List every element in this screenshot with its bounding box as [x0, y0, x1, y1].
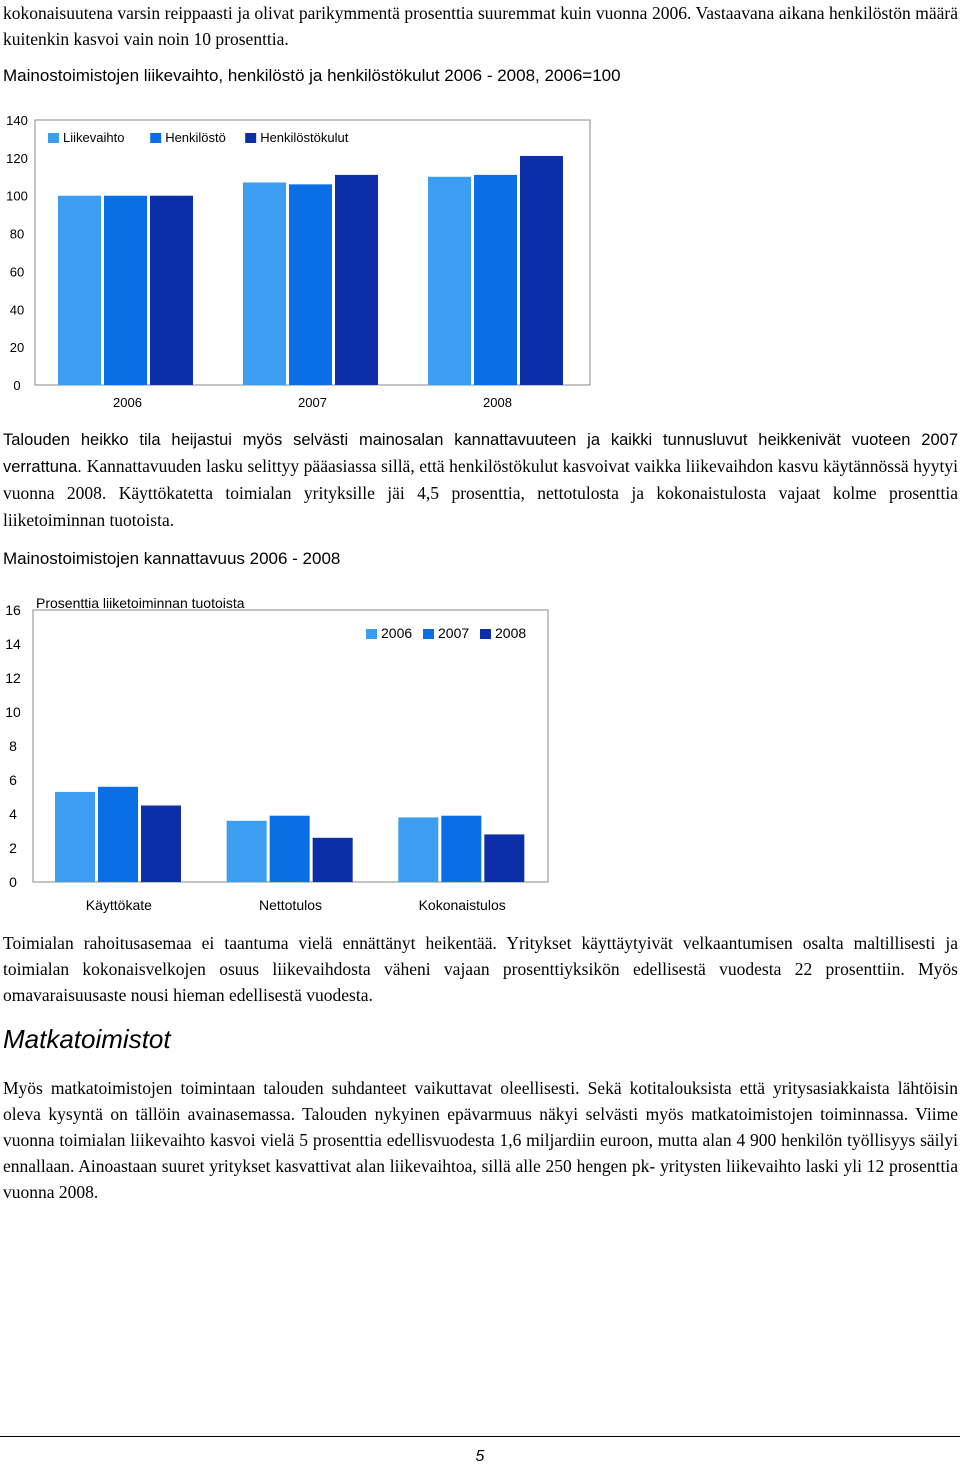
- bar: [289, 184, 332, 385]
- y-tick-label: 80: [9, 226, 25, 242]
- legend-label: 2006: [381, 625, 413, 641]
- bar: [150, 196, 193, 385]
- bar: [335, 175, 378, 385]
- chart1-heading: Mainostoimistojen liikevaihto, henkilöstö ja henkilöstökulut 2006 - 2008, 2006=100: [3, 66, 621, 85]
- y-tick-label: 120: [6, 150, 28, 166]
- x-category-label: 2008: [483, 395, 512, 410]
- legend-label: Henkilöstökulut: [260, 130, 349, 145]
- bar: [270, 816, 310, 882]
- paragraph-profitability-a: Talouden heikko tila heijastui myös selvästi mainosalan kannattavuuteen ja kaikki tunnusluvut heikkenivät vuoteen 2007 verrattuna.: [3, 431, 958, 476]
- y-tick-label: 16: [5, 602, 21, 618]
- bar: [441, 816, 481, 882]
- bar: [104, 196, 147, 385]
- x-category-label: 2006: [113, 395, 142, 410]
- x-category-label: Nettotulos: [258, 897, 323, 913]
- bar: [484, 834, 524, 882]
- chart-index-bar: [0, 108, 600, 413]
- legend-swatch: [150, 133, 161, 143]
- y-tick-label: 0: [13, 378, 21, 393]
- paragraph-profitability-b: Kannattavuuden lasku selittyy pääasiassa sillä, että henkilöstökulut kasvoivat vaikka liikevaihdon kasvu käytännössä hyytyi vuonna 2008. Käyttökatetta toimialan yrityksille jäi 4,5 prosenttia, nettotulosta ja kokonaistulosta vajaat kolme prosenttia liiketoiminnan tuotoista.: [3, 456, 958, 530]
- y-tick-label: 40: [9, 302, 25, 318]
- chart-title: Prosenttia liiketoiminnan tuotoista: [36, 595, 245, 611]
- bar: [243, 182, 286, 385]
- bar: [520, 156, 563, 385]
- x-category-label: Kokonaistulos: [418, 897, 506, 913]
- x-category-label: Käyttökate: [85, 897, 152, 913]
- legend-label: 2008: [495, 625, 527, 641]
- paragraph-travel-agencies: Myös matkatoimistojen toimintaan talouden suhdanteet vaikuttavat oleellisesti. Sekä kotitalouksista että yritysasiakkaista lähtöisin oleva kysyntä on tällöin avainasemassa. Talouden nykyinen epävarmuus näkyi selvästi myös matkatoimistojen toiminnassa. Viime vuonna toimialan liikevaihto kasvoi vielä 5 prosenttia edellisvuodesta 1,6 miljardiin euroon, mutta alan 4 900 henkilön työllisyys säilyi ennallaan. Ainoastaan suuret yritykset kasvattivat alan liikevaihtoa, sillä alle 250 hengen pk- yritysten liikevaihto laski yli 12 prosenttia vuonna 2008.: [3, 1078, 958, 1202]
- intro-paragraph: kokonaisuutena varsin reippaasti ja olivat parikymmentä prosenttia suuremmat kuin vuonna 2006. Vastaavana aikana henkilöstön määrä kuitenkin kasvoi vain noin 10 prosenttia.: [3, 3, 958, 49]
- chart2-heading: Mainostoimistojen kannattavuus 2006 - 2008: [3, 549, 341, 568]
- bar: [141, 806, 181, 883]
- paragraph-financing: Toimialan rahoitusasemaa ei taantuma vielä ennättänyt heikentää. Yritykset käyttäytyivät velkaantumisen osalta maltillisesti ja toimialan kokonaisvelkojen osuus liikevaihdosta väheni vajaan prosenttiyksikön edellisestä vuodesta 22 prosenttiin. Myös omavaraisuusaste nousi hieman edellisestä vuodesta.: [3, 933, 958, 1005]
- legend-label: 2007: [438, 625, 470, 641]
- paragraph-profitability: [3, 427, 958, 534]
- y-tick-label: 6: [9, 772, 17, 788]
- footer-rule: [0, 1436, 960, 1437]
- page-number: 5: [475, 1448, 485, 1465]
- y-tick-label: 4: [9, 806, 17, 822]
- bar: [474, 175, 517, 385]
- bar: [227, 821, 267, 882]
- y-tick-label: 10: [5, 704, 21, 720]
- y-tick-label: 2: [9, 840, 17, 856]
- bar: [98, 787, 138, 882]
- section-title: Matkatoimistot: [3, 1024, 171, 1054]
- bar: [55, 792, 95, 882]
- legend-swatch: [245, 133, 256, 143]
- bar: [398, 817, 438, 882]
- y-tick-label: 60: [9, 264, 25, 280]
- y-tick-label: 100: [6, 188, 28, 204]
- legend-swatch: [423, 629, 434, 639]
- chart-profitability-bar: [0, 590, 560, 920]
- x-category-label: 2007: [298, 395, 327, 410]
- y-tick-label: 14: [5, 636, 21, 652]
- legend-label: Henkilöstö: [165, 130, 226, 145]
- y-tick-label: 140: [6, 113, 28, 128]
- bar: [428, 177, 471, 385]
- legend-swatch: [366, 629, 377, 639]
- y-tick-label: 12: [5, 670, 21, 686]
- legend-label: Liikevaihto: [63, 130, 125, 145]
- y-tick-label: 8: [9, 738, 17, 754]
- legend-swatch: [48, 133, 59, 143]
- bar: [313, 838, 353, 882]
- y-tick-label: 20: [9, 340, 25, 356]
- bar: [58, 196, 101, 385]
- y-tick-label: 0: [9, 874, 17, 890]
- legend-swatch: [480, 629, 491, 639]
